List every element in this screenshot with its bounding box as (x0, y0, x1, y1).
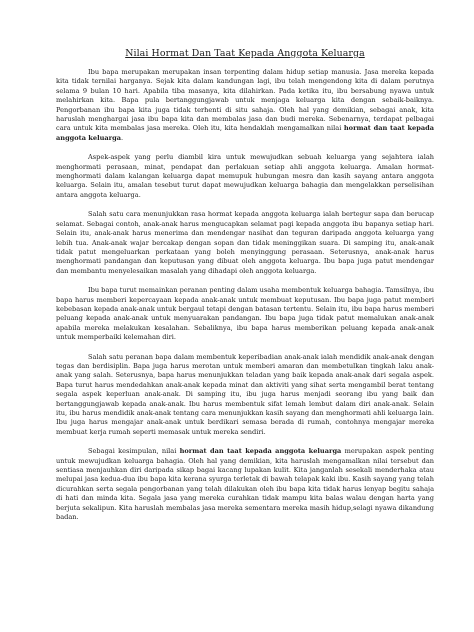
bold-phrase: hormat dan taat kepada anggota keluarga (179, 447, 342, 456)
paragraph (56, 447, 434, 522)
paragraph-text: Ibu bapa merupakan merupakan insan terpenting dalam hidup setiap manusia. Jasa mereka kepada kita tidak ternilai harganya. Sejak kita dalam kandungan lagi, ibu telah mengendong kita di dalam perutnya selama 9 bulan 10 hari. Apabila tiba masanya, kita dilahirkan. Pada ketika itu, ibu bersabung nyawa untuk melahirkan kita. Bapa pula bertanggungjawab untuk menjaga keluarga kita dengan sebaik-baiknya. Pengorbanan ibu bapa kita juga tidak terhenti di situ sahaja. Oleh hal yang demikian, sebagai anak, kita haruslah menghargai jasa ibu bapa kita dan membalas jasa dan budi mereka. Sebenarnya, terdapat pelbagai cara untuk kita membalas jasa mereka. Oleh itu, kita hendaklah mengamalkan nilai (56, 68, 434, 133)
paragraph-text: Salah satu peranan bapa dalam membentuk keperibadian anak-anak ialah mendidik anak-anak dengan tegas dan berdisiplin. Bapa juga harus merotan untuk memberi amaran dan membetulkan tingkah laku anak-anak yang salah. Seterusnya, bapa harus menunjukkan teladan yang baik kepada anak-anak dari segala aspek. Bapa turut harus mendedahkan anak-anak kepada minat dan aktiviti yang sihat serta mengambil berat tentang segala aspek keperluan anak-anak. Di samping itu, ibu juga harus menjadi seorang ibu yang baik dan bertanggungjawab kepada anak-anak. Ibu harus membentuk sifat lemah lembut dalam diri anak-anak. Selain itu, ibu harus mendidik anak-anak tentang cara menunjukkan kasih sayang dan menghormati ahli keluarga lain. Ibu juga harus mengajar anak-anak untuk berdikari semasa berada di rumah, contohnya mengajar mereka membuat kerja rumah seperti memasak untuk mereka sendiri. (56, 352, 434, 436)
paragraph-text: Sebagai kesimpulan, nilai (88, 447, 180, 456)
paragraph (56, 286, 434, 342)
paragraph-text: Ibu bapa turut memainkan peranan penting dalam usaha membentuk keluarga bahagia. Tamsilnya, ibu bapa harus memberi kepercayaan kepada anak-anak untuk membuat keputusan. Ibu bapa juga patut memberi kebebasan kepada anak-anak untuk bergaul tetapi dengan batasan tertentu. Selain itu, ibu bapa harus memberi peluang kepada anak-anak untuk menyuarakan pandangan. Ibu bapa juga tidak patut memalukan anak-anak apabila mereka melakukan kesalahan. Sebaliknya, ibu bapa harus memberikan peluang kepada anak-anak untuk memperbaiki kelemahan diri. (56, 286, 434, 342)
paragraph-text: . (121, 133, 124, 142)
paragraph-text: merupakan aspek penting untuk mewujudkan keluarga bahagia. Oleh hal yang demikian, kita haruslah mengamalkan nilai tersebut dan sentiasa menjauhkan diri daripada sikap bagai kacang lupakan kulit. Kita janganlah sesekali menderhaka atau melupai jasa kedua-dua ibu bapa kita kerana syurga terletak di bawah telapak kaki ibu. Kasih sayang yang telah dicurahkan serta segala pengorbanan yang telah dilakukan oleh ibu bapa kita tidak harus lenyap begitu sahaja di hati dan minda kita. Segala jasa yang mereka curahkan tidak mampu kita balas walau dengan harta yang berjuta sekalipun. Kita haruslah membalas jasa mereka sementara mereka masih hidup,selagi nyawa dikandung badan. (56, 447, 434, 522)
document-body (56, 68, 434, 522)
document-title: Nilai Hormat Dan Taat Kepada Anggota Keluarga (125, 48, 365, 59)
paragraph-text: Salah satu cara menunjukkan rasa hormat kepada anggota keluarga ialah bertegur sapa dan berucap selamat. Sebagai contoh, anak-anak harus mengucapkan selamat pagi kepada anggota ibu bapanya setiap hari. Selain itu, anak-anak harus menerima dan mendengar nasihat dan teguran daripada anggota keluarga yang lebih tua. Anak-anak wajar bercakap dengan sopan dan tidak meninggikan suara. Di samping itu, anak-anak tidak patut mengeluarkan perkataan yang boleh menyinggung perasaan. Seterusnya, anak-anak harus menghormati pandangan dan keputusan yang dibuat oleh anggota keluarga. Ibu bapa juga patut mendengar dan membantu menyelesaikan masalah yang dihadapi oleh anggota keluarga. (56, 210, 434, 275)
paragraph (56, 210, 434, 276)
paragraph (56, 153, 434, 200)
paragraph-text: Aspek-aspek yang perlu diambil kira untuk mewujudkan sebuah keluarga yang sejahtera ialah menghormati perasaan, minat, pendapat dan perlakuan setiap ahli anggota keluarga. Amalan hormat-menghormati dalam kalangan keluarga dapat memupuk hubungan mesra dan kasih sayang antara anggota keluarga. Selain itu, amalan tesebut turut dapat mewujudkan keluarga bahagia dan mengelakkan perselisihan antara anggota keluarga. (56, 153, 434, 199)
paragraph (56, 353, 434, 438)
bold-phrase: hormat dan taat kepada anggota keluarga (56, 124, 434, 142)
paragraph (56, 68, 434, 143)
